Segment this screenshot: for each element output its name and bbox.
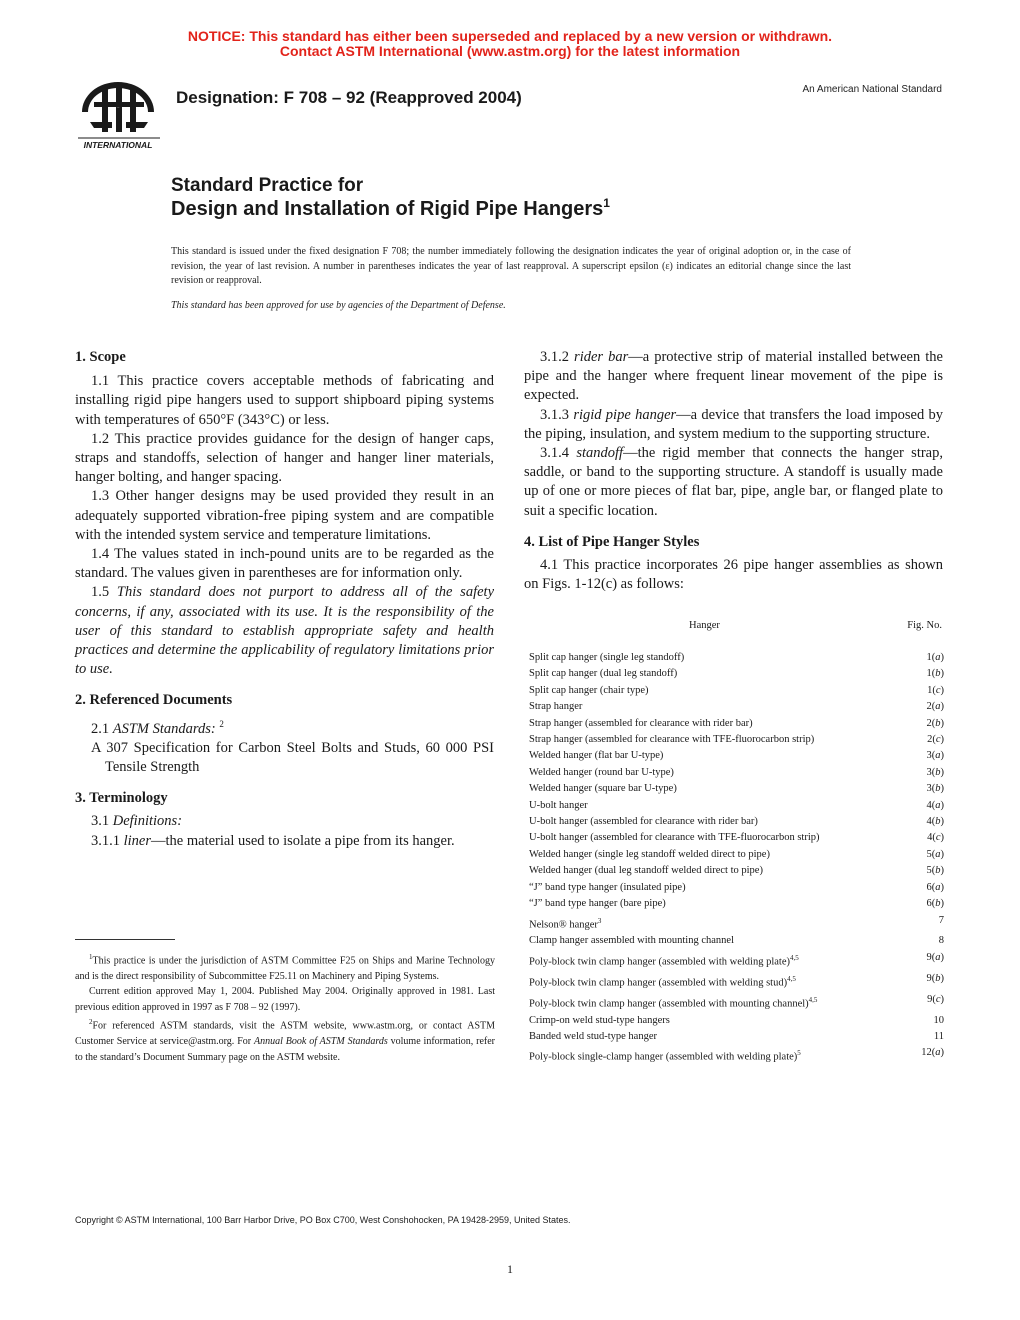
fig-number: 4(a): [926, 799, 944, 811]
col-fig-header: Fig. No.: [907, 620, 942, 631]
table-header: [529, 620, 944, 650]
notice-line-1: NOTICE: This standard has either been superseded and replaced by a new version or withdrawn.: [187, 28, 833, 44]
fig-number: 9(a): [926, 951, 944, 963]
copyright: Copyright © ASTM International, 100 Barr Harbor Drive, PO Box C700, West Conshohocken, PA 19428-2959, United States.: [75, 1215, 571, 1225]
para-1-4: 1.4 The values stated in inch-pound units are to be regarded as the standard. The values given in parentheses are for information only.: [75, 546, 494, 582]
table-row: [529, 765, 944, 781]
table-row: [529, 716, 944, 732]
term-liner: liner: [123, 832, 152, 849]
hanger-name: Welded hanger (round bar U-type): [529, 766, 674, 778]
para-3-1-3: 3.1.3 rigid pipe hanger—a device that transfers the load imposed by the piping, insulation, and system medium to the supporting structure.: [524, 406, 943, 442]
title-footnote-ref: 1: [603, 196, 610, 210]
fig-number: 3(a): [926, 750, 944, 762]
fig-number: 3(b): [926, 783, 944, 795]
fig-number: 4(b): [926, 816, 944, 828]
hanger-name: Crimp-on weld stud-type hangers: [529, 1014, 670, 1026]
hanger-name: Poly-block twin clamp hanger (assembled with welding stud)$^{4,5}$: [529, 974, 796, 989]
fig-number: 2(b): [926, 717, 944, 729]
table-row: [529, 1045, 944, 1066]
hanger-name: U-bolt hanger: [529, 799, 588, 811]
fig-number: 5(a): [926, 848, 944, 860]
footnote-1-edition: Current edition approved May 1, 2004. Published May 2004. Originally approved in 1981. Last previous edition approved in 1997 as F 708 – 92 (1997).: [75, 986, 495, 1013]
table-row: [529, 666, 944, 682]
para-1-2: 1.2 This practice provides guidance for the design of hanger caps, straps and standoffs, selection of hanger and hanger liner materials, hanger bolting, and hanger spacing.: [75, 430, 494, 486]
left-column: [75, 348, 494, 851]
fig-number: 9(c): [927, 993, 944, 1005]
title-line-2: [171, 198, 610, 221]
logo-text: ASTM: [116, 108, 120, 109]
table-row: [529, 1013, 944, 1029]
ref-a307: A 307 Specification for Carbon Steel Bolts and Studs, 60 000 PSI Tensile Strength: [91, 739, 494, 775]
fig-number: 11: [933, 1030, 944, 1042]
table-row: [529, 814, 944, 830]
table-row: [529, 896, 944, 912]
term-rigid-pipe-hanger: rigid pipe hanger: [573, 406, 677, 423]
term-rider-bar: rider bar: [574, 349, 629, 365]
page-number: 1: [507, 1262, 513, 1276]
hanger-name: Strap hanger (assembled for clearance with TFE-fluorocarbon strip): [529, 734, 815, 746]
designation: Designation: F 708 – 92 (Reapproved 2004): [176, 88, 522, 107]
astm-standards-label: ASTM Standards:: [112, 720, 216, 737]
para-3-1-4: 3.1.4 standoff—the rigid member that connects the hanger strap, saddle, or band to the supporting structure. A standoff is usually made up of one or more pieces of flat bar, pipe, angle bar, or flanged plate to suit a specific location.: [524, 445, 943, 519]
table-row: [529, 699, 944, 715]
table-row: [529, 830, 944, 846]
fig-number: 6(b): [926, 898, 944, 910]
fig-number: 7: [938, 914, 944, 926]
fig-number: 2(c): [927, 734, 944, 746]
table-row: [529, 933, 944, 949]
table-row: [529, 683, 944, 699]
table-row: [529, 863, 944, 879]
refdocs-heading: 2. Referenced Documents: [75, 692, 233, 709]
fig-number: 12(a): [921, 1047, 944, 1059]
hanger-table: [529, 620, 944, 1066]
table-row: [529, 913, 944, 934]
american-national-standard: An American National Standard: [802, 84, 942, 95]
hanger-name: Clamp hanger assembled with mounting channel: [529, 935, 734, 947]
dod-note: This standard has been approved for use by agencies of the Department of Defense.: [171, 300, 506, 311]
hanger-name: “J” band type hanger (insulated pipe): [529, 881, 686, 893]
table-row: [529, 992, 944, 1013]
col-hanger-header: Hanger: [689, 620, 720, 631]
fig-number: 2(a): [926, 701, 944, 713]
hanger-name: U-bolt hanger (assembled for clearance with rider bar): [529, 816, 758, 828]
hanger-name: Poly-block single-clamp hanger (assembled with welding plate)$^5$: [529, 1049, 801, 1063]
para-3-1-1: 3.1.1 liner—the material used to isolate a pipe from its hanger.: [91, 832, 455, 849]
fig-number: 5(b): [926, 865, 944, 877]
fig-number: 9(b): [926, 972, 944, 984]
hanger-name: Strap hanger: [529, 701, 583, 713]
hanger-name: Welded hanger (dual leg standoff welded direct to pipe): [529, 865, 763, 877]
hanger-name: “J” band type hanger (bare pipe): [529, 898, 666, 910]
para-1-5: [75, 583, 494, 679]
logo-subtext: INTERNATIONAL: [83, 140, 153, 150]
notice-line-2: Contact ASTM International (www.astm.org) for the latest information: [279, 43, 741, 59]
issued-note: This standard is issued under the fixed designation F 708; the number immediately following the designation indicates the year of original adoption or, in the case of revision, the year of last revision. A number in parentheses indicates the year of last reapproval. A superscript epsilon (ε) indicates an editorial change since the last revision or reapproval.: [171, 246, 851, 286]
hanger-name: Poly-block twin clamp hanger (assembled with mounting channel)$^{4,5}$: [529, 995, 818, 1010]
fig-number: 3(b): [926, 766, 944, 778]
para-4-1: 4.1 This practice incorporates 26 pipe hanger assemblies as shown on Figs. 1-12(c) as follows:: [524, 557, 943, 593]
table-row: [529, 732, 944, 748]
hanger-name: U-bolt hanger (assembled for clearance with TFE-fluorocarbon strip): [529, 832, 820, 844]
para-1-5-text: This standard does not purport to address all of the safety concerns, if any, associated with its use. It is the responsibility of the user of this standard to establish appropriate safety and health practices and determine the applicability of regulatory limitations prior to use.: [75, 584, 495, 678]
hanger-name: Nelson® hanger$^3$: [529, 916, 602, 930]
title-line-1: Standard Practice for: [171, 175, 364, 196]
para-2-1: 2.1 ASTM Standards: $^2$: [91, 718, 224, 737]
fig-number: 8: [938, 935, 944, 947]
table-row: [529, 650, 944, 666]
footnote-1: $^1$This practice is under the jurisdiction of ASTM Committee F25 on Ships and Marine Technology and is the direct responsibility of Subcommittee F25.11 on Machinery and Piping Systems.: [75, 953, 495, 982]
fig-number: 1(c): [927, 684, 944, 696]
table-row: [529, 847, 944, 863]
table-row: [529, 781, 944, 797]
hanger-name: Welded hanger (single leg standoff welded direct to pipe): [529, 848, 770, 860]
table-row: [529, 950, 944, 971]
table-row: [529, 798, 944, 814]
table-row: [529, 748, 944, 764]
term-standoff: standoff: [576, 445, 624, 462]
hanger-name: Welded hanger (square bar U-type): [529, 783, 677, 795]
astm-logo: [72, 72, 164, 152]
para-3-1-2: 3.1.2 rider bar—a protective strip of material installed between the pipe and the hanger where frequent linear movement of the pipe is expected.: [524, 349, 943, 404]
para-3-1: 3.1 Definitions:: [91, 813, 183, 830]
footnote-rule: [75, 939, 175, 940]
right-column: [524, 348, 943, 594]
hanger-name: Split cap hanger (dual leg standoff): [529, 668, 678, 680]
scope-heading: 1. Scope: [75, 349, 126, 365]
table-row: [529, 971, 944, 992]
footnote-2: $^2$For referenced ASTM standards, visit the ASTM website, www.astm.org, or contact ASTM Customer Service at service@astm.org. For Annual Book of ASTM Standards volume information, refer to the standard’s Document Summary page on the ASTM website.: [75, 1018, 496, 1063]
footnotes: [75, 950, 495, 1065]
list-heading: 4. List of Pipe Hanger Styles: [524, 533, 700, 550]
hanger-name: Split cap hanger (chair type): [529, 684, 649, 696]
para-1-5-num: 1.5: [91, 584, 110, 601]
table-row: [529, 880, 944, 896]
fig-number: 1(a): [926, 652, 944, 663]
hanger-name: Banded weld stud-type hanger: [529, 1030, 658, 1042]
fig-number: 1(b): [926, 668, 944, 680]
fig-number: 10: [933, 1014, 944, 1026]
hanger-name: Strap hanger (assembled for clearance with rider bar): [529, 717, 753, 729]
table-row: [529, 1029, 944, 1045]
hanger-name: Welded hanger (flat bar U-type): [529, 750, 664, 762]
para-1-1: 1.1 This practice covers acceptable methods of fabricating and installing rigid pipe hangers used to support shipboard piping systems with temperatures of 650°F (343°C) or less.: [75, 373, 494, 428]
hanger-name: Poly-block twin clamp hanger (assembled with welding plate)$^{4,5}$: [529, 953, 799, 968]
hanger-name: Split cap hanger (single leg standoff): [529, 652, 685, 663]
fig-number: 4(c): [927, 832, 944, 844]
para-1-3: 1.3 Other hanger designs may be used provided they result in an adequately supported vibration-free piping system and are compatible with the intended system service and temperature limitations.: [75, 488, 494, 543]
fig-number: 6(a): [926, 881, 944, 893]
table-body: [529, 650, 944, 1066]
title-text: Design and Installation of Rigid Pipe Hangers: [171, 198, 604, 220]
terminology-heading: 3. Terminology: [75, 790, 168, 807]
